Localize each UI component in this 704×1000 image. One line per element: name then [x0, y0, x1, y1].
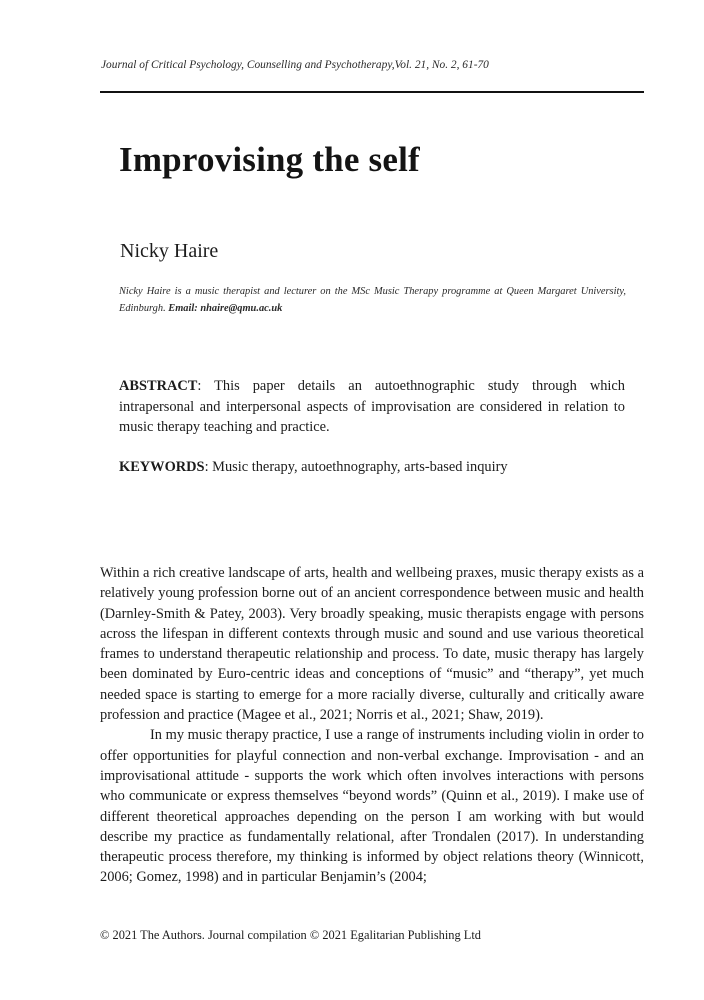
header-rule	[100, 91, 644, 93]
email-label: Email:	[168, 303, 198, 314]
author-bio: Nicky Haire is a music therapist and lecturer on the MSc Music Therapy programme at Queen Margaret University, Edinburgh.	[119, 286, 626, 314]
keywords-label: KEYWORDS	[119, 459, 205, 475]
body-text	[100, 563, 644, 888]
running-head: Journal of Critical Psychology, Counselling and Psychotherapy,Vol. 21, No. 2, 61-70	[101, 59, 489, 71]
body-paragraph-2: In my music therapy practice, I use a range of instruments including violin in order to offer opportunities for playful connection and non-verbal exchange. Improvisation - and an improvisational attitude - supports the work which often involves interactions with persons who communicate or express themselves “beyond words” (Quinn et al., 2019). I make use of different theoretical approaches depending on the person I am working with but would describe my practice as fundamentally relational, after Trondalen (2017). In understanding therapeutic process therefore, my thinking is informed by object relations theory (Winnicott, 2006; Gomez, 1998) and in particular Benjamin’s (2004;	[100, 727, 644, 886]
abstract	[119, 376, 625, 438]
abstract-text: : This paper details an autoethnographic study through which intrapersonal and interpersonal aspects of improvisation are considered in relation to music therapy teaching and practice.	[119, 378, 625, 435]
copyright-footer: © 2021 The Authors. Journal compilation © 2021 Egalitarian Publishing Ltd	[100, 928, 481, 942]
body-paragraph-1: Within a rich creative landscape of arts, health and wellbeing praxes, music therapy exists as a relatively young profession borne out of an ancient correspondence between music and health (Darnley-Smith & Patey, 2003). Very broadly speaking, music therapists engage with persons across the lifespan in different contexts through music and sound and use various theoretical frames to understand therapeutic relationship and process. To date, music therapy has largely been dominated by Euro-centric ideas and conceptions of “music” and “therapy”, yet much needed space is starting to emerge for a more racially diverse, culturally and critically aware profession and practice (Magee et al., 2021; Norris et al., 2021; Shaw, 2019).	[100, 565, 644, 724]
keywords-text: : Music therapy, autoethnography, arts-based inquiry	[204, 459, 508, 475]
author-email[interactable]: nhaire@qmu.ac.uk	[200, 303, 283, 314]
author-note	[119, 283, 626, 317]
keywords	[119, 457, 625, 478]
abstract-label: ABSTRACT	[119, 378, 198, 394]
article-title: Improvising the self	[119, 140, 420, 179]
author-name: Nicky Haire	[120, 240, 219, 262]
